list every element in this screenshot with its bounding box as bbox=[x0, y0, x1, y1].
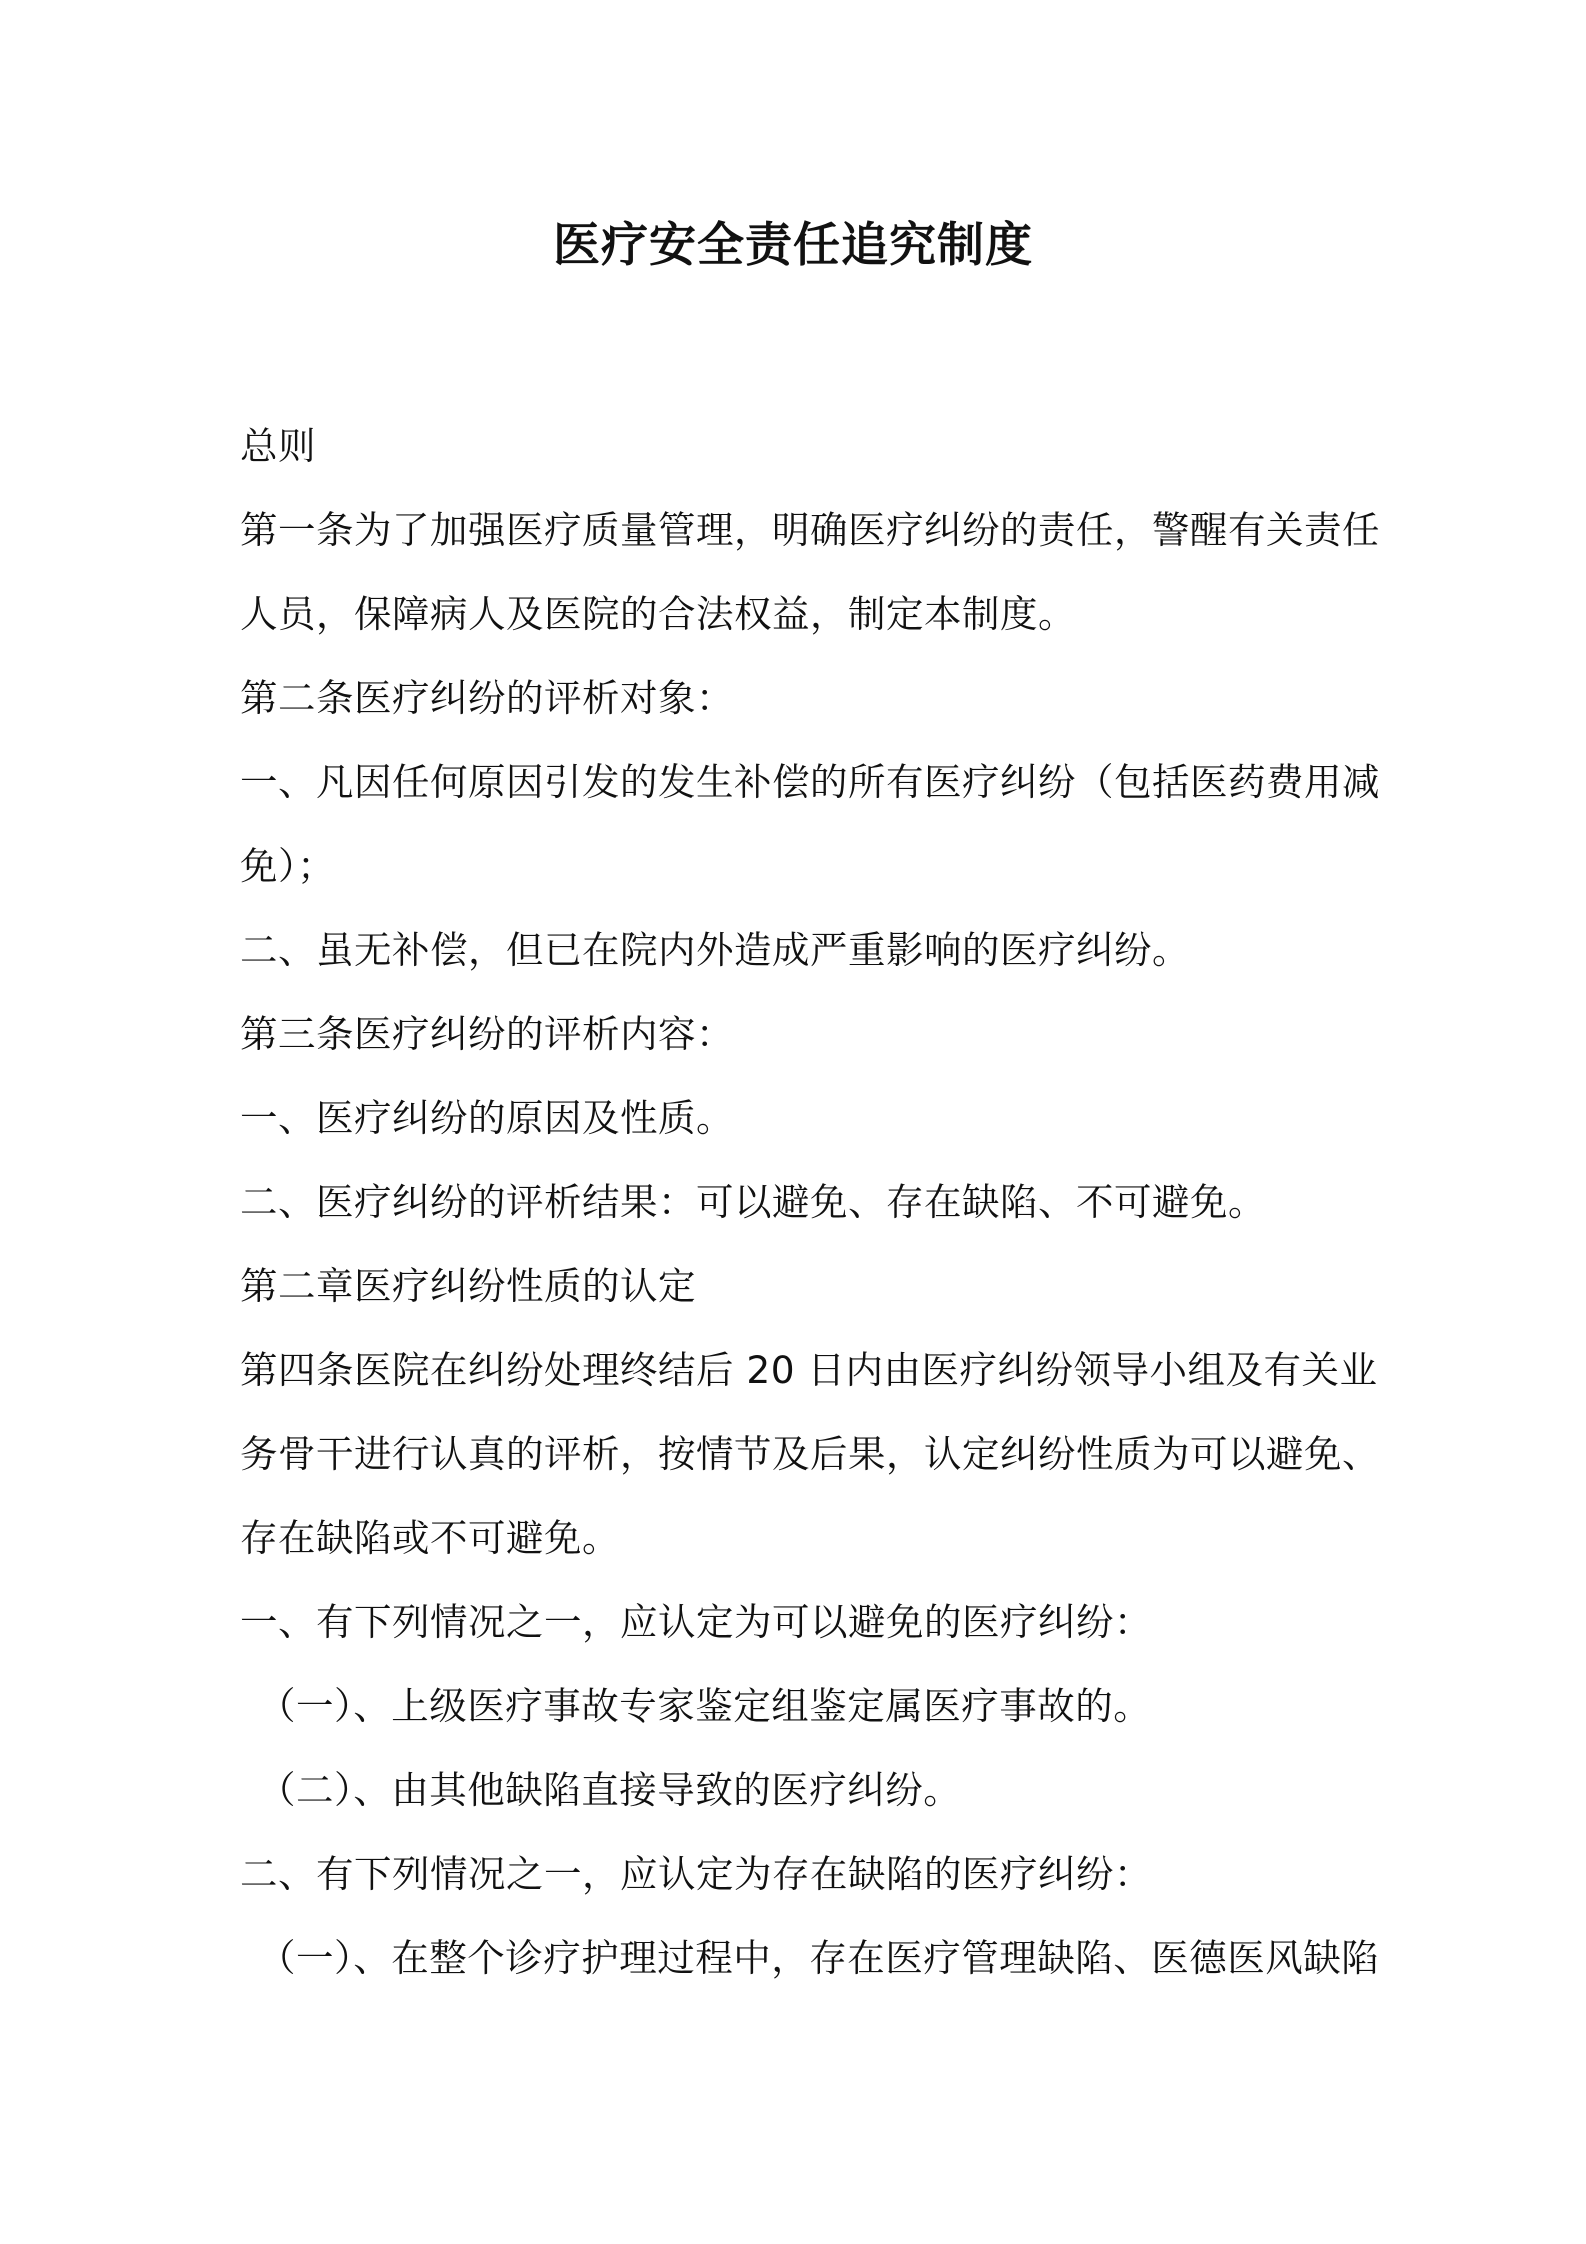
article-4-line-2: 务骨干进行认真的评析，按情节及后果，认定纠纷性质为可以避免、 bbox=[240, 1432, 1380, 1476]
defect-criteria-item-1: （一）、在整个诊疗护理过程中，存在医疗管理缺陷、医德医风缺陷 bbox=[258, 1936, 1380, 1980]
document-title: 医疗安全责任追究制度 bbox=[553, 218, 1033, 273]
avoidable-criteria-heading: 一、有下列情况之一，应认定为可以避免的医疗纠纷： bbox=[240, 1600, 1152, 1644]
article-2-item-2: 二、虽无补偿，但已在院内外造成严重影响的医疗纠纷。 bbox=[240, 928, 1190, 972]
document-body bbox=[240, 404, 1380, 2000]
defect-criteria-heading: 二、有下列情况之一，应认定为存在缺陷的医疗纠纷： bbox=[240, 1852, 1152, 1896]
section-heading: 总则 bbox=[240, 424, 316, 468]
article-2-heading: 第二条医疗纠纷的评析对象： bbox=[240, 676, 734, 720]
article-4-line-1: 第四条医院在纠纷处理终结后 20 日内由医疗纠纷领导小组及有关业 bbox=[240, 1348, 1378, 1392]
avoidable-criteria-item-2: （二）、由其他缺陷直接导致的医疗纠纷。 bbox=[258, 1768, 962, 1812]
article-2-item-1-line-2: 免）； bbox=[240, 844, 336, 888]
avoidable-criteria-item-1: （一）、上级医疗事故专家鉴定组鉴定属医疗事故的。 bbox=[258, 1684, 1152, 1728]
article-1-line-2: 人员，保障病人及医院的合法权益，制定本制度。 bbox=[240, 592, 1076, 636]
article-1-line-1: 第一条为了加强医疗质量管理，明确医疗纠纷的责任，警醒有关责任 bbox=[240, 508, 1380, 552]
article-3-item-1: 一、医疗纠纷的原因及性质。 bbox=[240, 1096, 734, 1140]
chapter-2-heading: 第二章医疗纠纷性质的认定 bbox=[240, 1264, 696, 1308]
article-3-item-2: 二、医疗纠纷的评析结果：可以避免、存在缺陷、不可避免。 bbox=[240, 1180, 1266, 1224]
article-3-heading: 第三条医疗纠纷的评析内容： bbox=[240, 1012, 734, 1056]
article-2-item-1-line-1: 一、凡因任何原因引发的发生补偿的所有医疗纠纷（包括医药费用减 bbox=[240, 760, 1380, 804]
article-4-line-3: 存在缺陷或不可避免。 bbox=[240, 1516, 620, 1560]
